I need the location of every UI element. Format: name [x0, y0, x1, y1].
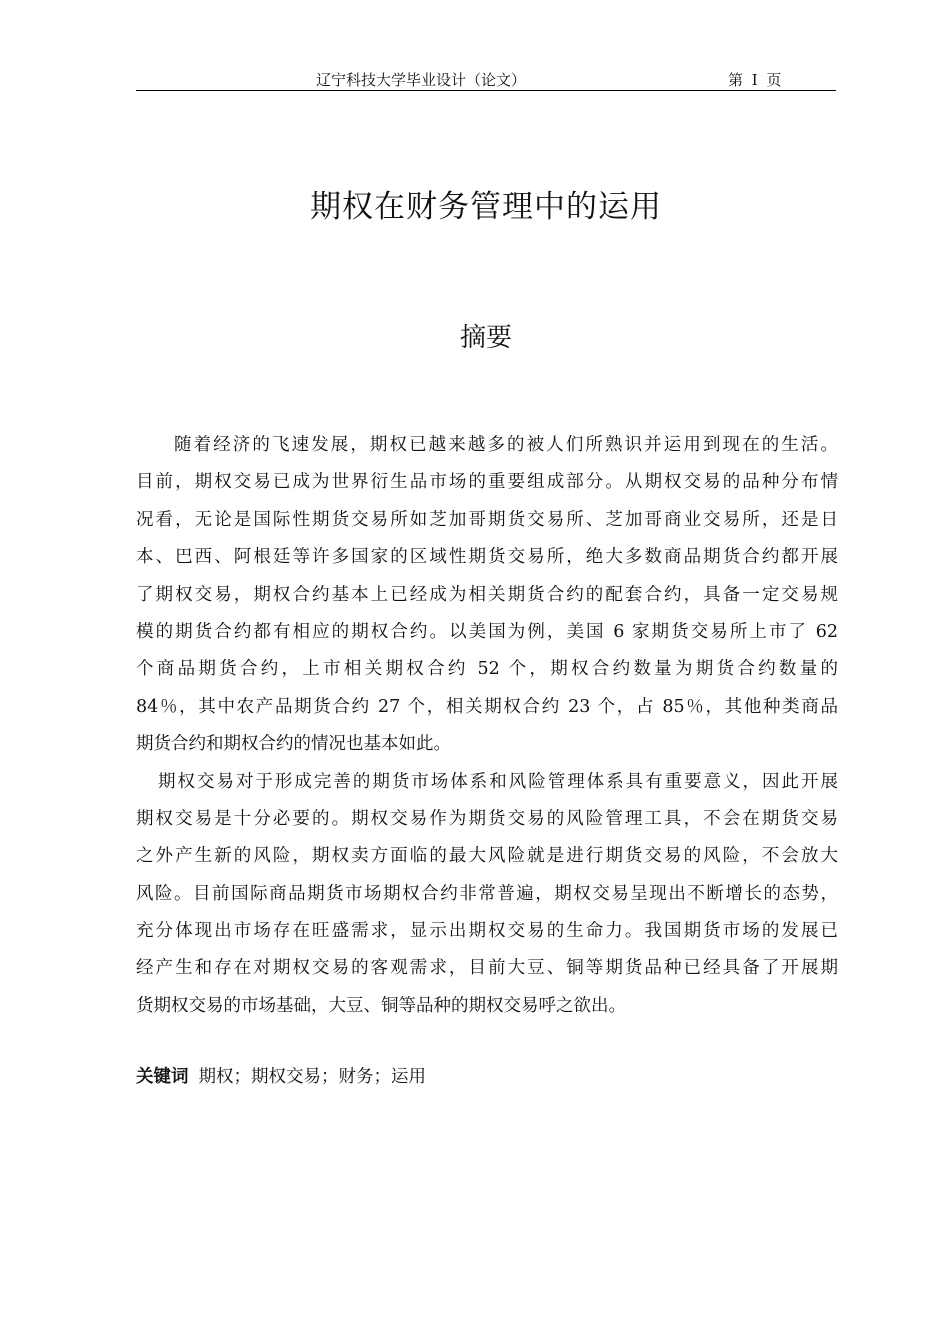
text-line: 风险。目前国际商品期货市场期权合约非常普遍，期权交易呈现出不断增长的态势，: [136, 883, 838, 904]
text-line: 期货合约和期权合约的情况也基本如此。: [136, 734, 451, 755]
keywords-text: 期权；期权交易；财务；运用: [198, 1067, 426, 1087]
text-line: 模的期货合约都有相应的期权合约。以美国为例，美国 6 家期货交易所上市了 62: [136, 621, 838, 642]
text-line: 随着经济的飞速发展，期权已越来越多的被人们所熟识并运用到现在的生活。: [174, 435, 838, 455]
text-line: 货期权交易的市场基础，大豆、铜等品种的期权交易呼之欲出。: [136, 995, 626, 1016]
text-line: 期权交易是十分必要的。期权交易作为期货交易的风险管理工具，不会在期货交易: [136, 808, 838, 829]
abstract-heading: 摘要: [459, 323, 512, 353]
text-line: 况看，无论是国际性期货交易所如芝加哥期货交易所、芝加哥商业交易所，还是日: [136, 509, 838, 530]
abstract-paragraph-1: [136, 427, 838, 764]
document-title: 期权在财务管理中的运用: [310, 189, 662, 225]
header-page-number: 第 I 页: [728, 71, 782, 89]
text-line: 之外产生新的风险，期权卖方面临的最大风险就是进行期货交易的风险，不会放大: [136, 846, 838, 867]
keywords-line: [136, 1063, 426, 1088]
text-line: 目前，期权交易已成为世界衍生品市场的重要组成部分。从期权交易的品种分布情: [136, 472, 838, 493]
text-line: 84％，其中农产品期货合约 27 个，相关期权合约 23 个，占 85％，其他种类商品: [136, 696, 838, 717]
text-line: 个商品期货合约，上市相关期权合约 52 个，期权合约数量为期货合约数量的: [136, 659, 838, 680]
text-line: 充分体现出市场存在旺盛需求，显示出期权交易的生命力。我国期货市场的发展已: [136, 921, 838, 942]
running-header: [136, 64, 836, 91]
text-line: 经产生和存在对期权交易的客观需求，目前大豆、铜等期货品种已经具备了开展期: [136, 958, 838, 979]
keywords-label: 关键词: [136, 1067, 189, 1087]
header-title: 辽宁科技大学毕业设计（论文）: [316, 71, 527, 89]
text-line: 期权交易对于形成完善的期货市场体系和风险管理体系具有重要意义，因此开展: [158, 771, 838, 792]
abstract-paragraph-2: [136, 764, 838, 1026]
text-line: 了期权交易，期权合约基本上已经成为相关期货合约的配套合约，具备一定交易规: [136, 584, 838, 605]
text-line: 本、巴西、阿根廷等许多国家的区域性期货交易所，绝大多数商品期货合约都开展: [136, 547, 838, 568]
abstract-body: [136, 427, 838, 1025]
